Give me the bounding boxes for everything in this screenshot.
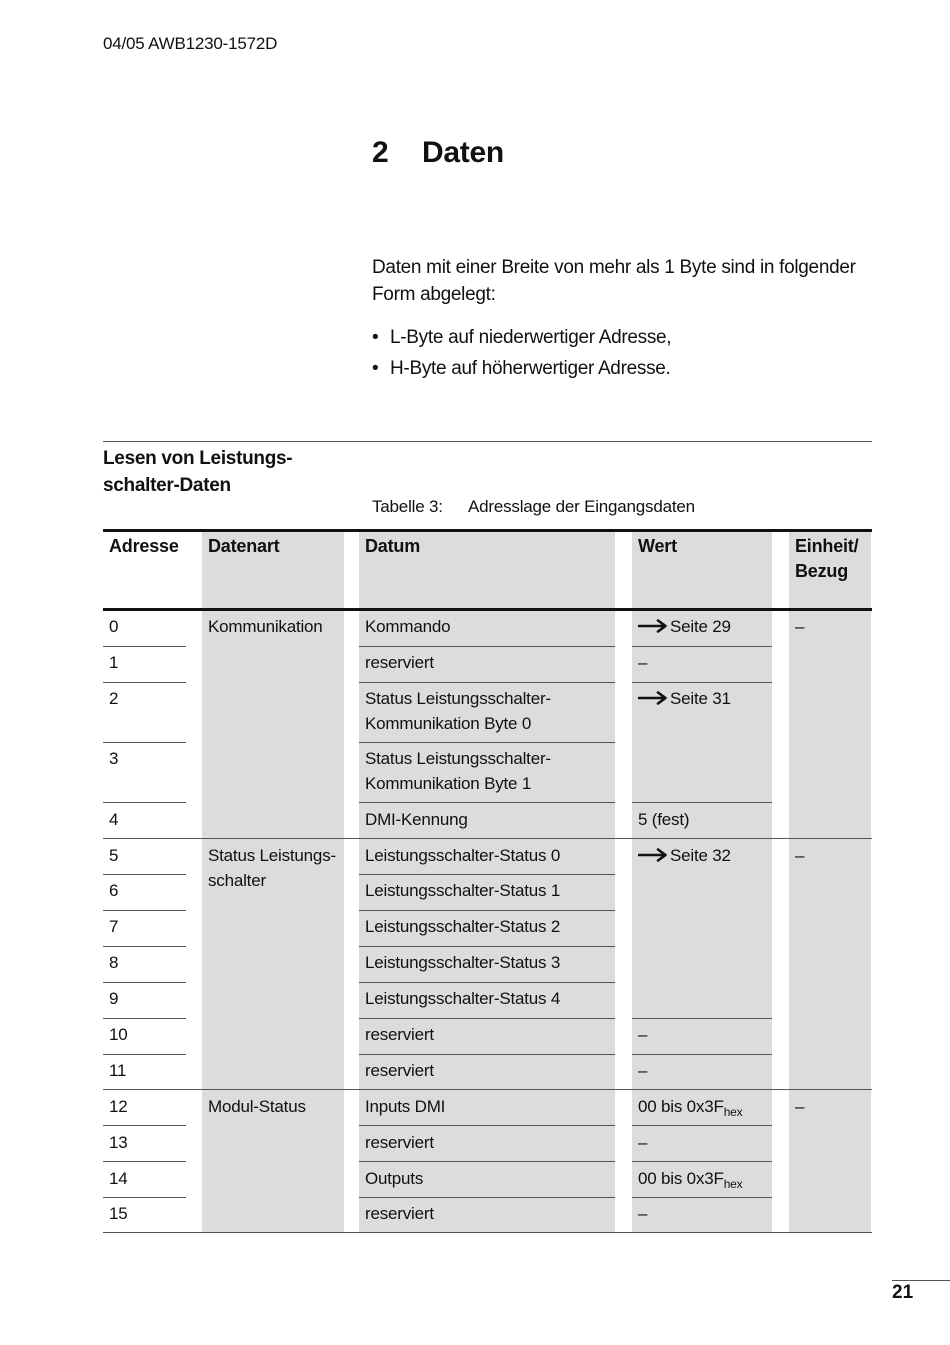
wert-cell: – (638, 1061, 648, 1080)
page-number: 21 (892, 1282, 914, 1303)
adresse-cell: 10 (109, 1025, 128, 1044)
datum-cell: Leistungsschalter-Status 0 (365, 846, 561, 865)
adresse-cell: 5 (109, 846, 119, 865)
section-number: 2 (372, 136, 389, 169)
bullet-text: L-Byte auf niederwertiger Adresse, (390, 327, 672, 348)
adresse-cell: 1 (109, 653, 119, 672)
section-heading (372, 136, 504, 170)
datum-cell: Inputs DMI (365, 1097, 446, 1116)
table-caption-number: Tabelle 3: (372, 497, 443, 516)
wert-cell: – (638, 653, 648, 672)
right-arrow-icon (638, 848, 668, 862)
wert-cell: 00 bis $0x3F_{hex}$ (638, 1169, 743, 1191)
list-item (372, 353, 671, 384)
header-wert: Wert (638, 536, 677, 556)
adresse-cell: 9 (109, 989, 119, 1008)
side-heading-line-1: Lesen von Leistungs- (103, 448, 293, 469)
header-adresse: Adresse (109, 536, 179, 556)
group-divider (186, 1089, 872, 1090)
datum-cell: reserviert (365, 1133, 434, 1152)
adresse-cell: 2 (109, 689, 119, 708)
datum-cell: Kommando (365, 617, 451, 636)
wert-cell: 5 (fest) (638, 810, 690, 829)
adresse-cell: 14 (109, 1169, 128, 1188)
table-caption (372, 497, 695, 517)
adresse-cell: 8 (109, 953, 119, 972)
datenart-cell: Modul-Status (208, 1097, 306, 1116)
wert-cell: – (638, 1133, 648, 1152)
adresse-cell: 7 (109, 917, 119, 936)
header-einheit: Einheit/ Bezug (795, 536, 859, 581)
datenart-cell: Status Leistungs- schalter (208, 846, 336, 890)
bullet-text: H-Byte auf höherwertiger Adresse. (390, 358, 671, 379)
datum-cell: Status Leistungsschalter- Kommunikation Byte 1 (365, 749, 551, 793)
datum-cell: Leistungsschalter-Status 3 (365, 953, 561, 972)
bullet-list (372, 322, 671, 384)
table-caption-text: Adresslage der Eingangsdaten (468, 497, 695, 516)
adresse-cell: 11 (109, 1061, 127, 1080)
adresse-cell: 6 (109, 881, 119, 900)
datum-cell: Leistungsschalter-Status 4 (365, 989, 561, 1008)
footer-rule (892, 1280, 950, 1281)
table-header-rule (103, 608, 872, 611)
datum-cell: Leistungsschalter-Status 2 (365, 917, 561, 936)
datum-cell: Leistungsschalter-Status 1 (365, 881, 561, 900)
datum-cell: reserviert (365, 653, 434, 672)
section-title: Daten (422, 136, 504, 169)
adresse-cell: 0 (109, 617, 119, 636)
wert-cell: Seite 31 (638, 686, 731, 711)
bullet-icon: • (372, 358, 379, 379)
list-item (372, 322, 671, 353)
wert-cell: Seite 29 (638, 614, 731, 639)
bullet-icon: • (372, 327, 379, 348)
right-arrow-icon (638, 619, 668, 633)
datum-cell: Status Leistungsschalter- Kommunikation Byte 0 (365, 689, 551, 733)
adresse-cell: 4 (109, 810, 119, 829)
wert-cell: Seite 32 (638, 843, 731, 868)
einheit-cell: – (795, 617, 805, 636)
intro-line-2: Form abgelegt: (372, 284, 496, 305)
group-divider (186, 838, 872, 839)
intro-paragraph (372, 254, 892, 308)
datum-cell: reserviert (365, 1061, 434, 1080)
wert-cell: – (638, 1025, 648, 1044)
header-datum: Datum (365, 536, 421, 556)
wert-cell: – (638, 1204, 648, 1223)
datum-cell: reserviert (365, 1025, 434, 1044)
table-top-rule (103, 529, 872, 532)
adresse-cell: 3 (109, 749, 119, 768)
datum-cell: DMI-Kennung (365, 810, 468, 829)
wert-cell: 00 bis $0x3F_{hex}$ (638, 1097, 743, 1119)
document-reference: 04/05 AWB1230-1572D (103, 34, 278, 53)
adresse-cell: 13 (109, 1133, 128, 1152)
table-bottom-rule (103, 1232, 872, 1233)
side-heading (103, 445, 292, 499)
header-datenart: Datenart (208, 536, 280, 556)
adresse-cell: 12 (109, 1097, 128, 1116)
side-heading-line-2: schalter-Daten (103, 475, 231, 496)
divider (103, 441, 872, 442)
einheit-cell: – (795, 846, 805, 865)
einheit-cell: – (795, 1097, 805, 1116)
intro-line-1: Daten mit einer Breite von mehr als 1 Byte sind in folgender (372, 257, 856, 278)
adresse-cell: 15 (109, 1204, 128, 1223)
datum-cell: Outputs (365, 1169, 424, 1188)
datenart-cell: Kommunikation (208, 617, 323, 636)
right-arrow-icon (638, 691, 668, 705)
datum-cell: reserviert (365, 1204, 434, 1223)
